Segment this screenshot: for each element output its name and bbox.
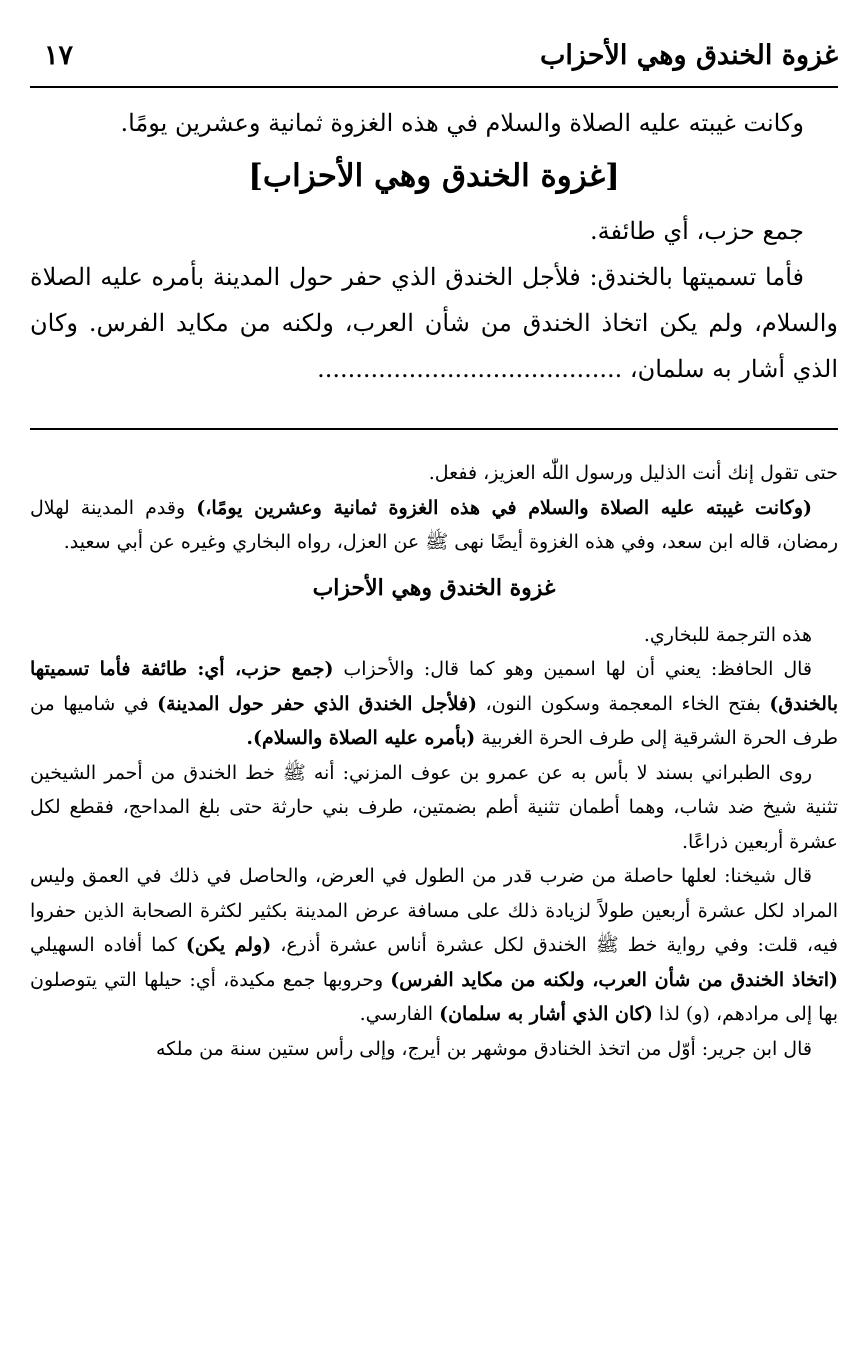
commentary-text: بفتح الخاء المعجمة وسكون النون، [476, 692, 770, 715]
commentary-paragraph: حتى تقول إنك أنت الذليل ورسول اللّٰه العزيز، ففعل. [428, 462, 838, 484]
commentary-text: قال شيخنا: لعلها حاصلة من ضرب قدر من الطول في العرض، والحاصل في ذلك في العمق وليس المراد لكل عشرة أربعين طولاً لزيادة ذلك على مسافة عرض المدينة بكثير لكثرة الصحابة الذين حفروا فيه، قلت: وفي رواية خط ﷺ الخندق لكل عشرة أناس عشرة أذرع، [30, 865, 839, 956]
matn-line: جمع حزب، أي طائفة. [590, 217, 804, 245]
commentary-text: قال الحافظ: يعني أن لها اسمين وهو كما قال: والأحزاب [333, 658, 812, 680]
commentary-text: وقدم المدينة لهلال رمضان، قاله ابن سعد، وفي هذه الغزوة أيضًا نهى ﷺ عن العزل، رواه البخاري وغيره عن أبي سعيد. [30, 496, 838, 553]
running-head [30, 34, 838, 84]
commentary-paragraph [30, 491, 838, 560]
matn-line: وكانت غيبته عليه الصلاة والسلام في هذه الغزوة ثمانية وعشرين يومًا. [120, 109, 804, 137]
commentary-paragraph: قال ابن جرير: أوّل من اتخذ الخنادق موشهر بن أيرج، وإلى رأس ستين سنة من ملكه [155, 1037, 812, 1060]
commentary-text: وحروبها جمع مكيدة، أي: حيلها التي يتوصلون بها إلى مرادهم، (و) لذا [30, 968, 838, 1025]
quoted-matn: (اتخاذ الخندق من شأن العرب، ولكنه من مكايد الفرس) [390, 968, 838, 991]
quoted-matn: (فلأجل الخندق الذي حفر حول المدينة) [157, 692, 477, 715]
commentary-paragraph: هذه الترجمة للبخاري. [643, 623, 812, 646]
commentary-paragraph [30, 652, 838, 756]
matn-paragraph: فأما تسميتها بالخندق: فلأجل الخندق الذي حفر حول المدينة بأمره عليه الصلاة والسلام، ولم يكن اتخاذ الخندق من شأن العرب، ولكنه من مكايد الفرس. وكان الذي أشار به سلمان، ........................................ [30, 263, 838, 383]
commentary [30, 456, 838, 1066]
page-number: ١٧ [44, 40, 74, 71]
quoted-matn: (بأمره عليه الصلاة والسلام). [246, 727, 476, 749]
section-heading: [غزوة الخندق وهي الأحزاب] [248, 158, 620, 194]
commentary-rule [30, 428, 838, 430]
quoted-matn: (جمع حزب، أي: طائفة فأما تسميتها بالخندق) [30, 658, 838, 715]
quoted-matn: (كان الذي أشار به سلمان) [439, 1003, 653, 1025]
quoted-matn: (وكانت غيبته عليه الصلاة والسلام في هذه الغزوة ثمانية وعشرين يومًا،) [196, 496, 812, 519]
running-title: غزوة الخندق وهي الأحزاب [539, 40, 838, 71]
header-rule [30, 86, 838, 88]
commentary-paragraph: روى الطبراني بسند لا بأس به عن عمرو بن عوف المزني: أنه ﷺ خط الخندق من أحمر الشيخين تثنية شيخ ضد شاب، وهما أطمان تثنية أطم بضمتين، طرف بني حارثة حتى بلغ المداحج، فقطع لكل عشرة أربعين ذراعًا. [30, 761, 838, 853]
commentary-text: الفارسي. [359, 1003, 440, 1025]
quoted-matn: (ولم يكن) [185, 934, 272, 956]
commentary-text: في شاميها من طرف الحرة الشرقية إلى طرف الحرة الغربية [30, 692, 838, 749]
commentary-heading: غزوة الخندق وهي الأحزاب [312, 574, 556, 601]
main-text [30, 100, 838, 392]
commentary-paragraph [30, 859, 838, 1032]
commentary-text: كما أفاده السهيلي [30, 934, 186, 956]
